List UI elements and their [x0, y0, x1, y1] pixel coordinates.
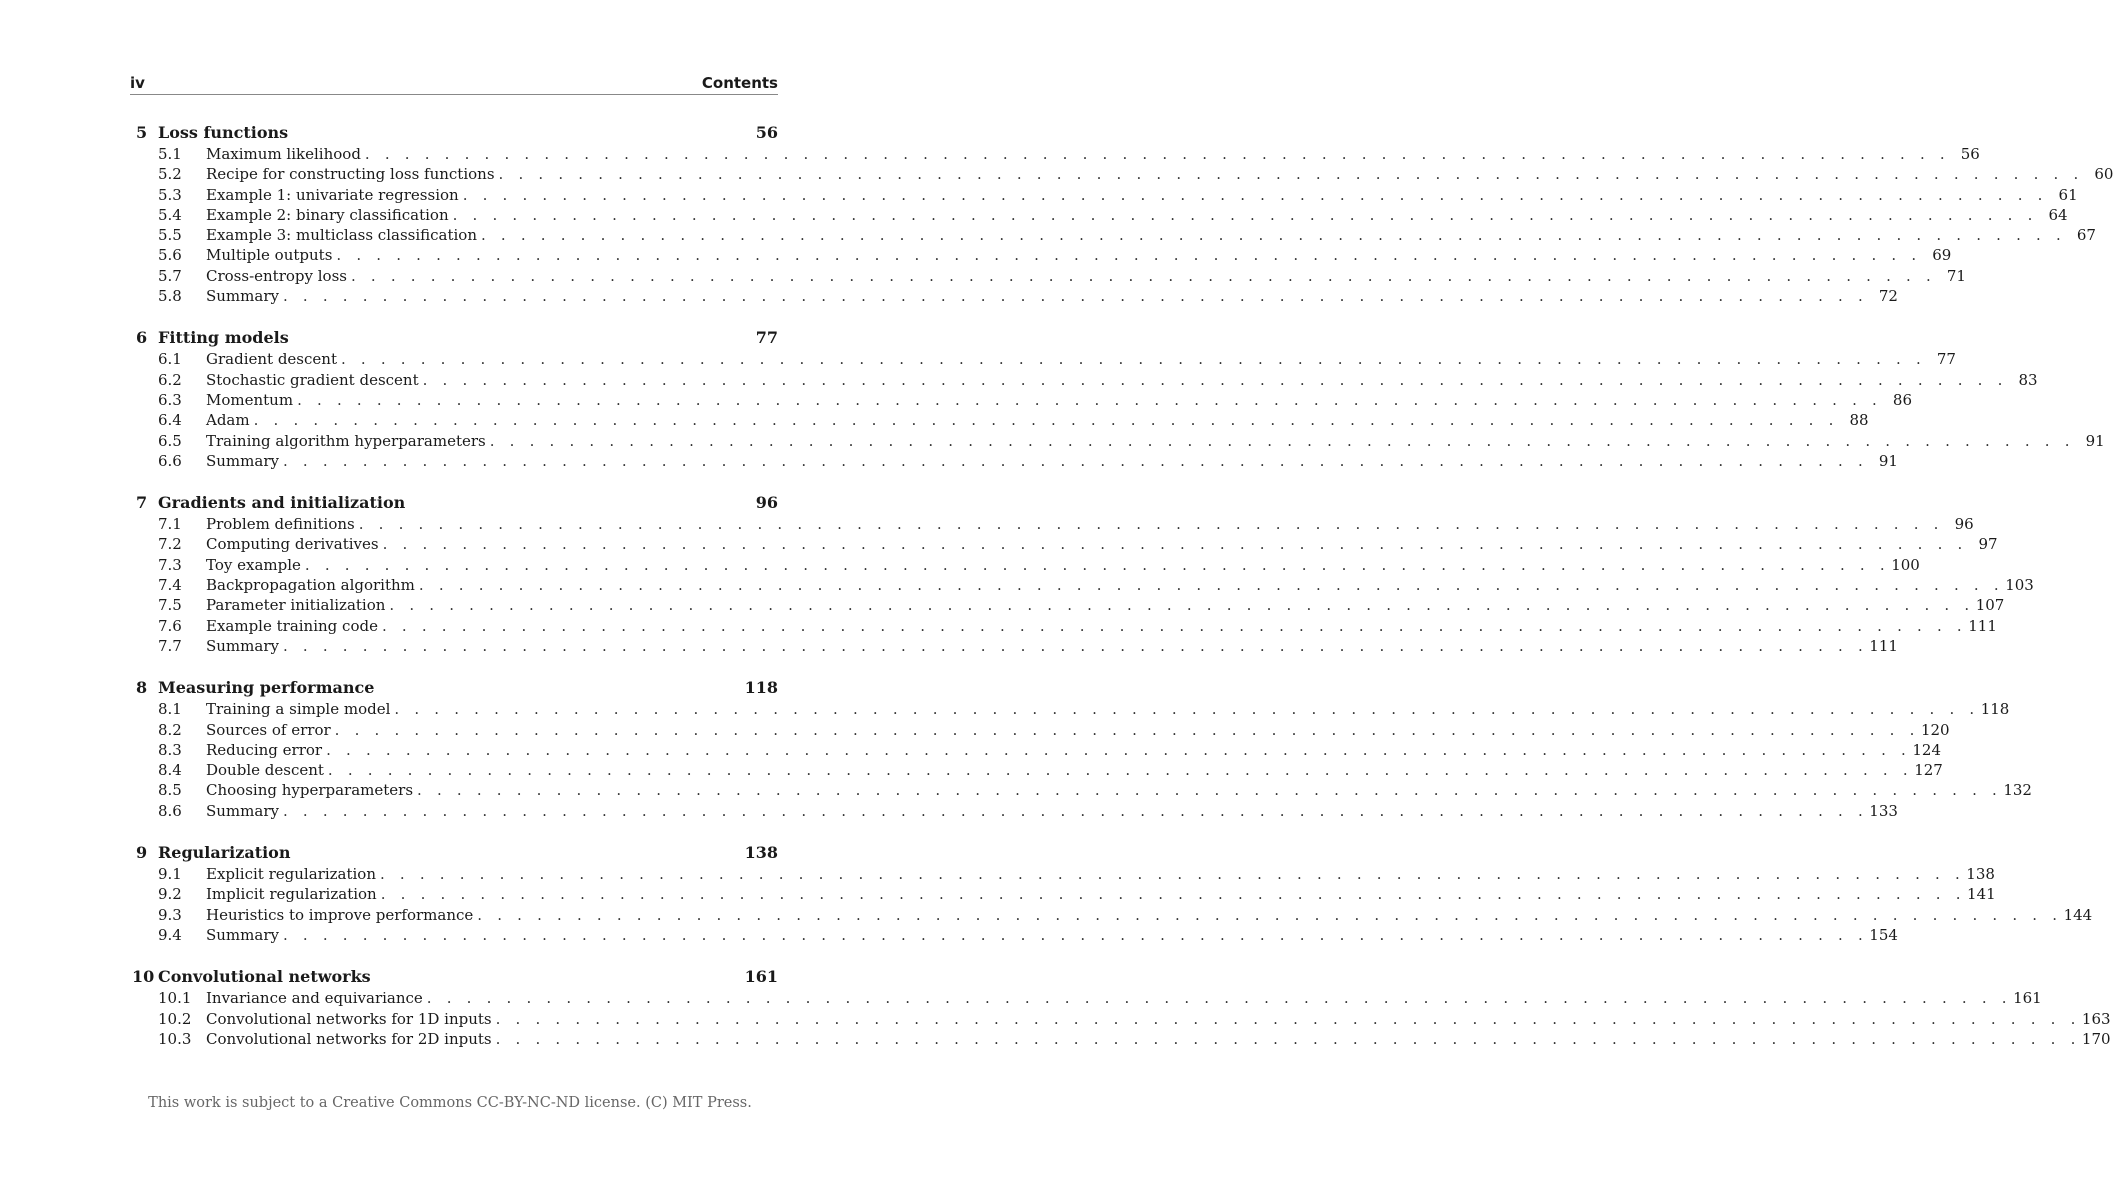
- leader-dots: . . . . . . . . . . . . . . . . . . . . . . . . . . . . . . . . . . . . . . . . . . . . . . . . . . . . . . . . . . . . . . . . . . . . . . . . . . . . . . . .: [282, 287, 1868, 306]
- chapter-title: Gradients and initialization: [158, 493, 406, 513]
- section-title: Reducing error: [206, 740, 323, 759]
- section-title: Sources of error: [206, 720, 331, 739]
- section-page: 103: [2005, 576, 2034, 595]
- toc-section-entry[interactable]: [130, 534, 1998, 554]
- section-page: 88: [1849, 411, 1869, 430]
- leader-dots: . . . . . . . . . . . . . . . . . . . . . . . . . . . . . . . . . . . . . . . . . . . . . . . . . . . . . . . . . . . . . . . . . . . . . . . . . . . . . . . .: [481, 226, 2066, 245]
- section-page: 154: [1869, 925, 1898, 944]
- toc-section-entry[interactable]: [130, 925, 1898, 945]
- chapter-page: 118: [744, 678, 778, 698]
- toc-section-entry[interactable]: [130, 740, 1942, 760]
- toc-section-entry[interactable]: [130, 225, 2096, 245]
- toc-section-entry[interactable]: [130, 390, 1913, 410]
- chapter-title: Fitting models: [158, 328, 289, 348]
- toc-section-entry[interactable]: [130, 555, 1920, 575]
- leader-dots: . . . . . . . . . . . . . . . . . . . . . . . . . . . . . . . . . . . . . . . . . . . . . . . . . . . . . . . . . . . . . . . . . . . . . . . . . . . . . . . .: [477, 905, 2063, 924]
- section-title: Computing derivatives: [206, 535, 379, 554]
- section-title: Example 2: binary classification: [206, 205, 449, 224]
- section-page: 91: [2085, 431, 2105, 450]
- section-number: 7.7: [158, 636, 182, 655]
- chapter-page: 77: [755, 328, 778, 348]
- section-page: 118: [1980, 700, 2010, 719]
- toc-section-entry[interactable]: [130, 1009, 2111, 1029]
- section-page: 71: [1946, 266, 1966, 285]
- chapter-heading[interactable]: [130, 843, 778, 864]
- toc-section-entry[interactable]: [130, 164, 2113, 184]
- chapter-title: Convolutional networks: [158, 967, 371, 987]
- section-title: Summary: [206, 636, 279, 655]
- leader-dots: . . . . . . . . . . . . . . . . . . . . . . . . . . . . . . . . . . . . . . . . . . . . . . . . . . . . . . . . . . . . . . . . . . . . . . . . . . . . . . . .: [382, 535, 1968, 554]
- chapter-number: 10: [132, 967, 155, 987]
- section-number: 7.5: [158, 596, 182, 615]
- section-page: 133: [1869, 801, 1898, 820]
- section-title: Convolutional networks for 2D inputs: [206, 1029, 492, 1048]
- leader-dots: . . . . . . . . . . . . . . . . . . . . . . . . . . . . . . . . . . . . . . . . . . . . . . . . . . . . . . . . . . . . . . . . . . . . . . . . . . . . . . . .: [358, 515, 1944, 534]
- leader-dots: . . . . . . . . . . . . . . . . . . . . . . . . . . . . . . . . . . . . . . . . . . . . . . . . . . . . . . . . . . . . . . . . . . . . . . . . . . . . . . . .: [364, 145, 1950, 163]
- section-number: 10.2: [158, 1009, 192, 1028]
- leader-dots: . . . . . . . . . . . . . . . . . . . . . . . . . . . . . . . . . . . . . . . . . . . . . . . . . . . . . . . . . . . . . . . . . . . . . . . . . . . . . . . .: [327, 761, 1913, 780]
- chapter-number: 7: [136, 493, 148, 513]
- section-page: 60: [2094, 165, 2113, 184]
- section-number: 9.4: [158, 925, 182, 944]
- leader-dots: . . . . . . . . . . . . . . . . . . . . . . . . . . . . . . . . . . . . . . . . . . . . . . . . . . . . . . . . . . . . . . . . . . . . . . . . . . . . . . . .: [452, 205, 2038, 224]
- toc-section-entry[interactable]: [130, 720, 1950, 740]
- section-title: Explicit regularization: [206, 865, 376, 884]
- chapter-heading[interactable]: [130, 493, 778, 514]
- section-page: 170: [2081, 1029, 2111, 1048]
- toc-chapter: [130, 493, 2034, 656]
- chapter-page: 138: [744, 843, 778, 863]
- section-number: 7.1: [158, 515, 182, 534]
- section-title: Heuristics to improve performance: [206, 905, 474, 924]
- section-number: 5.3: [158, 185, 182, 204]
- chapter-number: 9: [136, 843, 148, 863]
- leader-dots: . . . . . . . . . . . . . . . . . . . . . . . . . . . . . . . . . . . . . . . . . . . . . . . . . . . . . . . . . . . . . . . . . . . . . . . . . . . . . . . .: [495, 1029, 2081, 1048]
- section-title: Summary: [206, 451, 279, 470]
- page-number: iv: [130, 74, 145, 92]
- section-title: Summary: [206, 925, 279, 944]
- section-number: 6.2: [158, 370, 182, 389]
- leader-dots: . . . . . . . . . . . . . . . . . . . . . . . . . . . . . . . . . . . . . . . . . . . . . . . . . . . . . . . . . . . . . . . . . . . . . . . . . . . . . . . .: [394, 700, 1980, 719]
- section-number: 9.3: [158, 905, 182, 924]
- section-title: Momentum: [206, 390, 294, 409]
- toc-section-entry[interactable]: [130, 1029, 2111, 1049]
- section-page: 111: [1869, 636, 1898, 655]
- section-number: 8.4: [158, 761, 182, 780]
- leader-dots: . . . . . . . . . . . . . . . . . . . . . . . . . . . . . . . . . . . . . . . . . . . . . . . . . . . . . . . . . . . . . . . . . . . . . . . . . . . . . . . .: [297, 390, 1883, 409]
- section-title: Example 3: multiclass classification: [206, 226, 477, 245]
- section-number: 9.2: [158, 885, 182, 904]
- section-page: 77: [1936, 350, 1956, 369]
- section-number: 8.6: [158, 801, 182, 820]
- toc-section-entry[interactable]: [130, 514, 1974, 534]
- section-title: Toy example: [206, 555, 301, 574]
- section-number: 5.1: [158, 145, 182, 163]
- section-number: 5.2: [158, 165, 182, 184]
- leader-dots: . . . . . . . . . . . . . . . . . . . . . . . . . . . . . . . . . . . . . . . . . . . . . . . . . . . . . . . . . . . . . . . . . . . . . . . . . . . . . . . .: [340, 350, 1926, 369]
- toc-section-entry[interactable]: [130, 286, 1898, 306]
- toc-section-entry[interactable]: [130, 185, 2078, 205]
- toc-section-entry[interactable]: [130, 884, 1996, 904]
- leader-dots: . . . . . . . . . . . . . . . . . . . . . . . . . . . . . . . . . . . . . . . . . . . . . . . . . . . . . . . . . . . . . . . . . . . . . . . . . . . . . . . .: [422, 370, 2008, 389]
- section-number: 5.4: [158, 205, 182, 224]
- section-title: Training algorithm hyperparameters: [206, 431, 486, 450]
- toc-section-entry[interactable]: [130, 144, 1980, 164]
- section-title: Multiple outputs: [206, 246, 333, 265]
- leader-dots: . . . . . . . . . . . . . . . . . . . . . . . . . . . . . . . . . . . . . . . . . . . . . . . . . . . . . . . . . . . . . . . . . . . . . . . . . . . . . . . .: [282, 925, 1868, 944]
- toc-section-entry[interactable]: [130, 699, 2010, 719]
- section-page: 96: [1954, 515, 1974, 534]
- toc-chapter: [130, 843, 2093, 945]
- toc-chapter: [130, 967, 2111, 1049]
- running-title: Contents: [701, 74, 778, 92]
- toc-section-entry[interactable]: [130, 780, 2032, 800]
- section-page: 56: [1960, 145, 1980, 163]
- chapter-number: 8: [136, 678, 148, 698]
- section-number: 8.1: [158, 700, 182, 719]
- section-page: 83: [2018, 370, 2038, 389]
- section-number: 9.1: [158, 865, 182, 884]
- toc-chapter: [130, 328, 2105, 471]
- section-title: Choosing hyperparameters: [206, 781, 414, 800]
- section-title: Gradient descent: [206, 350, 337, 369]
- toc-section-entry[interactable]: [130, 205, 2068, 225]
- section-title: Example training code: [206, 616, 378, 635]
- section-number: 8.5: [158, 781, 182, 800]
- toc-section-entry[interactable]: [130, 575, 2034, 595]
- leader-dots: . . . . . . . . . . . . . . . . . . . . . . . . . . . . . . . . . . . . . . . . . . . . . . . . . . . . . . . . . . . . . . . . . . . . . . . . . . . . . . . .: [253, 411, 1839, 430]
- section-number: 8.2: [158, 720, 182, 739]
- chapter-heading[interactable]: [130, 328, 778, 349]
- section-page: 132: [2003, 781, 2032, 800]
- section-page: 67: [2076, 226, 2096, 245]
- section-number: 10.1: [158, 989, 192, 1008]
- leader-dots: . . . . . . . . . . . . . . . . . . . . . . . . . . . . . . . . . . . . . . . . . . . . . . . . . . . . . . . . . . . . . . . . . . . . . . . . . . . . . . . .: [426, 989, 2012, 1008]
- section-number: 6.5: [158, 431, 182, 450]
- section-number: 6.4: [158, 411, 182, 430]
- toc-section-entry[interactable]: [130, 760, 1943, 780]
- leader-dots: . . . . . . . . . . . . . . . . . . . . . . . . . . . . . . . . . . . . . . . . . . . . . . . . . . . . . . . . . . . . . . . . . . . . . . . . . . . . . . . .: [498, 165, 2084, 184]
- page-header: [130, 70, 778, 95]
- section-page: 107: [1975, 596, 2005, 615]
- section-number: 7.4: [158, 576, 182, 595]
- toc-section-entry[interactable]: [130, 616, 1997, 636]
- section-page: 161: [2013, 989, 2042, 1008]
- section-page: 138: [1966, 865, 1995, 884]
- chapter-page: 161: [744, 967, 778, 987]
- chapter-page: 56: [755, 123, 778, 142]
- section-title: Summary: [206, 287, 279, 306]
- section-number: 7.3: [158, 555, 182, 574]
- section-page: 91: [1878, 451, 1898, 470]
- chapter-heading[interactable]: [130, 123, 778, 144]
- section-number: 6.3: [158, 390, 182, 409]
- section-number: 5.5: [158, 226, 182, 245]
- section-title: Adam: [206, 411, 250, 430]
- section-title: Maximum likelihood: [206, 145, 361, 163]
- chapter-number: 5: [136, 123, 148, 142]
- section-page: 64: [2048, 205, 2068, 224]
- section-page: 141: [1967, 885, 1996, 904]
- leader-dots: . . . . . . . . . . . . . . . . . . . . . . . . . . . . . . . . . . . . . . . . . . . . . . . . . . . . . . . . . . . . . . . . . . . . . . . . . . . . . . . .: [417, 781, 2002, 800]
- section-page: 97: [1978, 535, 1998, 554]
- section-title: Parameter initialization: [206, 596, 386, 615]
- leader-dots: . . . . . . . . . . . . . . . . . . . . . . . . . . . . . . . . . . . . . . . . . . . . . . . . . . . . . . . . . . . . . . . . . . . . . . . . . . . . . . . .: [282, 451, 1868, 470]
- leader-dots: . . . . . . . . . . . . . . . . . . . . . . . . . . . . . . . . . . . . . . . . . . . . . . . . . . . . . . . . . . . . . . . . . . . . . . . . . . . . . . . .: [381, 616, 1967, 635]
- chapter-heading[interactable]: [130, 967, 778, 988]
- section-title: Backpropagation algorithm: [206, 576, 415, 595]
- section-number: 8.3: [158, 740, 182, 759]
- section-title: Summary: [206, 801, 279, 820]
- leader-dots: . . . . . . . . . . . . . . . . . . . . . . . . . . . . . . . . . . . . . . . . . . . . . . . . . . . . . . . . . . . . . . . . . . . . . . . . . . . . . . . .: [462, 185, 2048, 204]
- leader-dots: . . . . . . . . . . . . . . . . . . . . . . . . . . . . . . . . . . . . . . . . . . . . . . . . . . . . . . . . . . . . . . . . . . . . . . . . . . . . . . . .: [489, 431, 2075, 450]
- toc-chapter: [130, 123, 2113, 306]
- toc-section-entry[interactable]: [130, 988, 2042, 1008]
- leader-dots: . . . . . . . . . . . . . . . . . . . . . . . . . . . . . . . . . . . . . . . . . . . . . . . . . . . . . . . . . . . . . . . . . . . . . . . . . . . . . . . .: [334, 720, 1920, 739]
- section-title: Implicit regularization: [206, 885, 377, 904]
- section-title: Cross-entropy loss: [206, 266, 347, 285]
- license-footer: This work is subject to a Creative Commons CC-BY-NC-ND license. (C) MIT Press.: [148, 1095, 752, 1111]
- section-title: Stochastic gradient descent: [206, 370, 419, 389]
- section-number: 5.7: [158, 266, 182, 285]
- section-number: 7.2: [158, 535, 182, 554]
- toc-section-entry[interactable]: [130, 905, 2093, 925]
- toc-section-entry[interactable]: [130, 636, 1898, 656]
- toc-section-entry[interactable]: [130, 370, 2038, 390]
- section-title: Problem definitions: [206, 515, 355, 534]
- toc-section-entry[interactable]: [130, 801, 1898, 821]
- toc-section-entry[interactable]: [130, 245, 1952, 265]
- leader-dots: . . . . . . . . . . . . . . . . . . . . . . . . . . . . . . . . . . . . . . . . . . . . . . . . . . . . . . . . . . . . . . . . . . . . . . . . . . . . . . . .: [350, 266, 1936, 285]
- section-title: Recipe for constructing loss functions: [206, 165, 495, 184]
- section-page: 144: [2063, 905, 2093, 924]
- leader-dots: . . . . . . . . . . . . . . . . . . . . . . . . . . . . . . . . . . . . . . . . . . . . . . . . . . . . . . . . . . . . . . . . . . . . . . . . . . . . . . . .: [326, 740, 1912, 759]
- leader-dots: . . . . . . . . . . . . . . . . . . . . . . . . . . . . . . . . . . . . . . . . . . . . . . . . . . . . . . . . . . . . . . . . . . . . . . . . . . . . . . . .: [495, 1009, 2081, 1028]
- leader-dots: . . . . . . . . . . . . . . . . . . . . . . . . . . . . . . . . . . . . . . . . . . . . . . . . . . . . . . . . . . . . . . . . . . . . . . . . . . . . . . . .: [304, 555, 1890, 574]
- section-number: 10.3: [158, 1029, 192, 1048]
- section-number: 6.6: [158, 451, 182, 470]
- section-title: Training a simple model: [206, 700, 391, 719]
- leader-dots: . . . . . . . . . . . . . . . . . . . . . . . . . . . . . . . . . . . . . . . . . . . . . . . . . . . . . . . . . . . . . . . . . . . . . . . . . . . . . . . .: [379, 865, 1965, 884]
- chapter-title: Loss functions: [158, 123, 289, 142]
- section-title: Example 1: univariate regression: [206, 185, 459, 204]
- toc-section-entry[interactable]: [130, 349, 1956, 369]
- chapter-title: Regularization: [158, 843, 291, 863]
- section-page: 86: [1892, 390, 1913, 409]
- chapter-heading[interactable]: [130, 678, 778, 699]
- chapter-title: Measuring performance: [158, 678, 375, 698]
- section-number: 5.8: [158, 287, 182, 306]
- section-number: 5.6: [158, 246, 182, 265]
- toc-section-entry[interactable]: [130, 410, 1869, 430]
- chapter-page: 96: [755, 493, 778, 513]
- leader-dots: . . . . . . . . . . . . . . . . . . . . . . . . . . . . . . . . . . . . . . . . . . . . . . . . . . . . . . . . . . . . . . . . . . . . . . . . . . . . . . . .: [389, 596, 1975, 615]
- section-page: 120: [1920, 720, 1950, 739]
- section-page: 111: [1968, 616, 1997, 635]
- leader-dots: . . . . . . . . . . . . . . . . . . . . . . . . . . . . . . . . . . . . . . . . . . . . . . . . . . . . . . . . . . . . . . . . . . . . . . . . . . . . . . . .: [380, 885, 1966, 904]
- section-page: 163: [2081, 1009, 2111, 1028]
- section-title: Invariance and equivariance: [206, 989, 423, 1008]
- section-page: 100: [1891, 555, 1920, 574]
- section-page: 61: [2058, 185, 2078, 204]
- section-title: Double descent: [206, 761, 324, 780]
- toc-section-entry[interactable]: [130, 431, 2105, 451]
- toc-section-entry[interactable]: [130, 266, 1966, 286]
- chapter-number: 6: [136, 328, 148, 348]
- section-page: 69: [1932, 246, 1952, 265]
- section-number: 7.6: [158, 616, 182, 635]
- toc-section-entry[interactable]: [130, 864, 1995, 884]
- section-title: Convolutional networks for 1D inputs: [206, 1009, 492, 1028]
- leader-dots: . . . . . . . . . . . . . . . . . . . . . . . . . . . . . . . . . . . . . . . . . . . . . . . . . . . . . . . . . . . . . . . . . . . . . . . . . . . . . . . .: [336, 246, 1922, 265]
- leader-dots: . . . . . . . . . . . . . . . . . . . . . . . . . . . . . . . . . . . . . . . . . . . . . . . . . . . . . . . . . . . . . . . . . . . . . . . . . . . . . . . .: [418, 576, 2004, 595]
- toc-chapter: [130, 678, 2032, 821]
- leader-dots: . . . . . . . . . . . . . . . . . . . . . . . . . . . . . . . . . . . . . . . . . . . . . . . . . . . . . . . . . . . . . . . . . . . . . . . . . . . . . . . .: [282, 801, 1868, 820]
- leader-dots: . . . . . . . . . . . . . . . . . . . . . . . . . . . . . . . . . . . . . . . . . . . . . . . . . . . . . . . . . . . . . . . . . . . . . . . . . . . . . . . .: [282, 636, 1868, 655]
- table-of-contents: [130, 123, 2113, 1071]
- toc-section-entry[interactable]: [130, 451, 1898, 471]
- section-page: 127: [1914, 761, 1943, 780]
- section-page: 124: [1912, 740, 1942, 759]
- toc-section-entry[interactable]: [130, 595, 2005, 615]
- section-page: 72: [1878, 287, 1898, 306]
- section-number: 6.1: [158, 350, 182, 369]
